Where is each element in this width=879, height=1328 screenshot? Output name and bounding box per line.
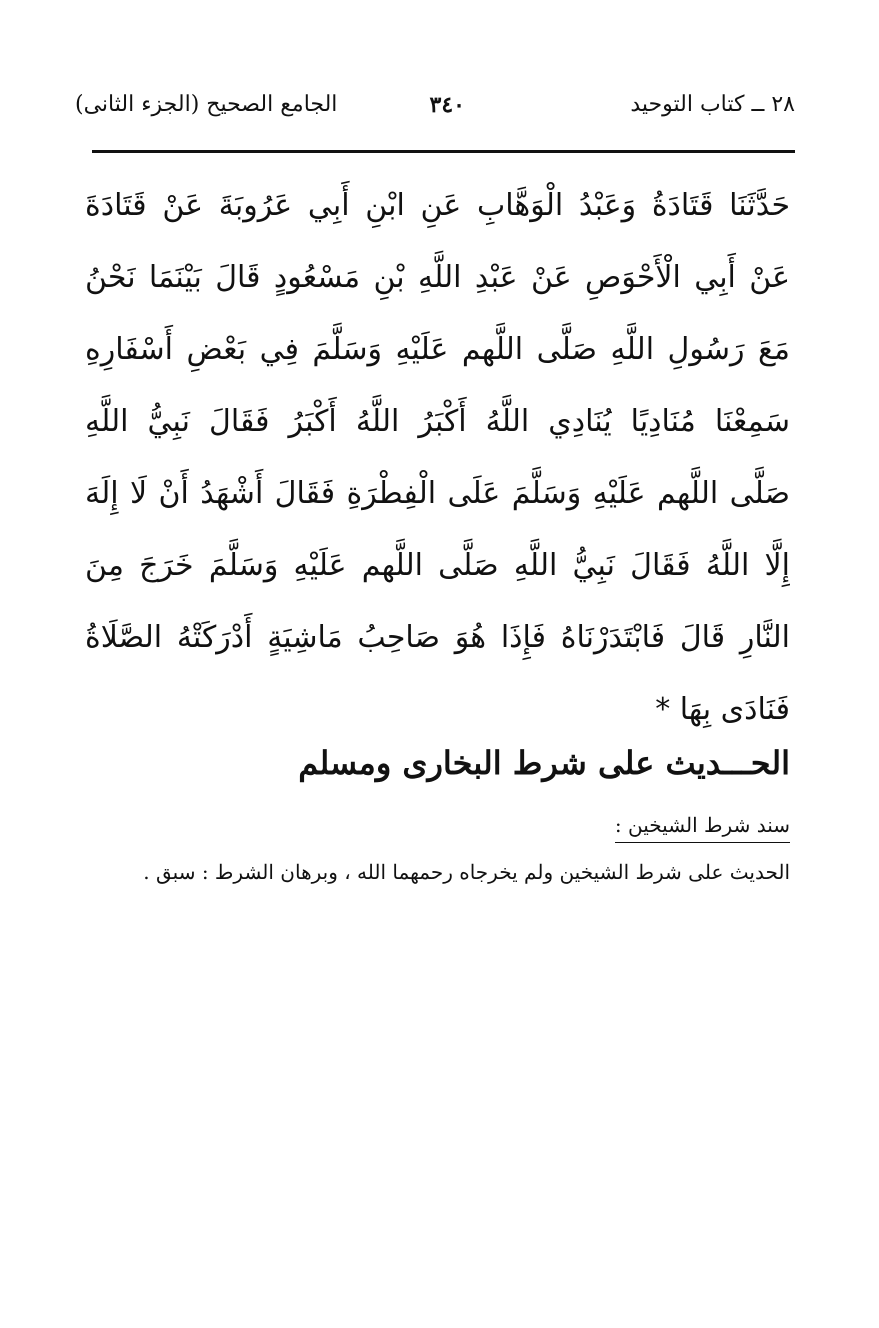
- hadith-line: عَنْ أَبِي الْأَحْوَصِ عَنْ عَبْدِ اللَّهِ بْنِ مَسْعُودٍ قَالَ بَيْنَمَا نَحْنُ: [85, 260, 790, 295]
- hadith-verdict: الحـــديث على شرط البخارى ومسلم: [298, 744, 790, 782]
- page-number: ٣٤٠: [429, 92, 465, 118]
- sanad-note: الحديث على شرط الشيخين ولم يخرجاه رحمهما الله ، وبرهان الشرط : سبق .: [143, 860, 790, 884]
- hadith-line: فَنَادَى بِهَا *: [655, 692, 790, 727]
- hadith-line: مَعَ رَسُولِ اللَّهِ صَلَّى اللَّهم عَلَيْهِ وَسَلَّمَ فِي بَعْضِ أَسْفَارِهِ: [85, 332, 790, 367]
- hadith-line: النَّارِ قَالَ فَابْتَدَرْنَاهُ فَإِذَا هُوَ صَاحِبُ مَاشِيَةٍ أَدْرَكَتْهُ الصَّلَاةُ: [85, 620, 790, 655]
- header-rule: [92, 150, 795, 153]
- hadith-line: حَدَّثَنَا قَتَادَةُ وَعَبْدُ الْوَهَّابِ عَنِ ابْنِ أَبِي عَرُوبَةَ عَنْ قَتَادَةَ: [85, 188, 790, 223]
- book-title: الجامع الصحيح (الجزء الثانى): [75, 92, 338, 117]
- chapter-title: ٢٨ ــ كتاب التوحيد: [630, 92, 795, 117]
- hadith-line: صَلَّى اللَّهم عَلَيْهِ وَسَلَّمَ عَلَى الْفِطْرَةِ فَقَالَ أَشْهَدُ أَنْ لَا إِلَهَ: [85, 476, 790, 511]
- hadith-text: [85, 170, 790, 746]
- hadith-line: إِلَّا اللَّهُ فَقَالَ نَبِيُّ اللَّهِ صَلَّى اللَّهم عَلَيْهِ وَسَلَّمَ خَرَجَ مِنَ: [85, 548, 790, 583]
- hadith-line: سَمِعْنَا مُنَادِيًا يُنَادِي اللَّهُ أَكْبَرُ اللَّهُ أَكْبَرُ فَقَالَ نَبِيُّ اللَّهِ: [85, 404, 790, 439]
- sanad-heading: سند شرط الشيخين :: [615, 810, 790, 843]
- page-header: [75, 82, 795, 128]
